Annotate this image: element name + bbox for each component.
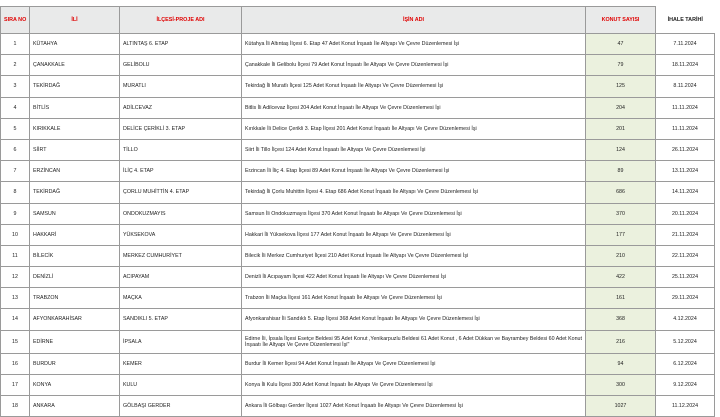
cell-count: 79 xyxy=(586,55,656,76)
table-row xyxy=(1,288,715,309)
cell-count: 204 xyxy=(586,97,656,118)
table-row xyxy=(1,97,715,118)
table-row xyxy=(1,161,715,182)
cell-work: Burdur İli Kemer İlçesi 94 Adet Konut İnşaatı İle Altyapı Ve Çevre Düzenlemesi İşi xyxy=(242,353,586,374)
cell-province: KIRIKKALE xyxy=(30,118,120,139)
cell-count: 368 xyxy=(586,309,656,330)
cell-district: SANDIKLI 5. ETAP xyxy=(120,309,242,330)
table-row xyxy=(1,118,715,139)
table-row xyxy=(1,34,715,55)
cell-date: 22.11.2024 xyxy=(656,245,715,266)
cell-no: 16 xyxy=(1,353,30,374)
cell-count: 201 xyxy=(586,118,656,139)
cell-province: HAKKARİ xyxy=(30,224,120,245)
cell-no: 15 xyxy=(1,330,30,353)
cell-date: 14.11.2024 xyxy=(656,182,715,203)
cell-district: İPSALA xyxy=(120,330,242,353)
header-district: İLÇESİ-PROJE ADI xyxy=(120,7,242,34)
cell-count: 124 xyxy=(586,139,656,160)
cell-date: 18.11.2024 xyxy=(656,55,715,76)
header-province: İLİ xyxy=(30,7,120,34)
cell-work: Afyonkarahisar İli Sandıklı 5. Etap İlçesi 368 Adet Konut İnşaatı İle Altyapı Ve Çevre Düzenlemesi İşi xyxy=(242,309,586,330)
cell-count: 300 xyxy=(586,374,656,395)
cell-date: 4.12.2024 xyxy=(656,309,715,330)
cell-district: İLİÇ 4. ETAP xyxy=(120,161,242,182)
cell-count: 47 xyxy=(586,34,656,55)
cell-no: 6 xyxy=(1,139,30,160)
cell-work: Kütahya İli Altıntaş İlçesi 6. Etap 47 Adet Konut İnşaatı İle Altyapı Ve Çevre Düzenlemesi İşi xyxy=(242,34,586,55)
cell-province: EDİRNE xyxy=(30,330,120,353)
cell-district: MAÇKA xyxy=(120,288,242,309)
cell-province: BURDUR xyxy=(30,353,120,374)
cell-district: YÜKSEKOVA xyxy=(120,224,242,245)
cell-work: Trabzon İli Maçka İlçesi 161 Adet Konut İnşaatı İle Altyapı Ve Çevre Düzenlemesi İşi xyxy=(242,288,586,309)
cell-province: ANKARA xyxy=(30,396,120,417)
cell-work: Tekirdağ İli Çorlu Muhittin İlçesi 4. Etap 686 Adet Konut İnşaatı İle Altyapı Ve Çevre Düzenlemesi İşi xyxy=(242,182,586,203)
cell-date: 11.12.2024 xyxy=(656,396,715,417)
cell-no: 10 xyxy=(1,224,30,245)
cell-date: 9.12.2024 xyxy=(656,374,715,395)
cell-date: 21.11.2024 xyxy=(656,224,715,245)
cell-province: DENİZLİ xyxy=(30,267,120,288)
cell-date: 25.11.2024 xyxy=(656,267,715,288)
cell-province: SAMSUN xyxy=(30,203,120,224)
cell-province: TRABZON xyxy=(30,288,120,309)
cell-work: Edirne İli, İpsala İlçesi Esetçe Beldesi 95 Adet Konut ,Yenikarpuzlu Beldesi 61 Adet Konut , 6 Adet Dükkan ve Bayrambey Beldesi 60 Adet Konut İnşaatı İle Altyapı Ve Çevre Düzenlemesi İşi" xyxy=(242,330,586,353)
cell-date: 26.11.2024 xyxy=(656,139,715,160)
cell-no: 17 xyxy=(1,374,30,395)
cell-date: 11.11.2024 xyxy=(656,118,715,139)
cell-district: ÇORLU MUHİTTİN 4. ETAP xyxy=(120,182,242,203)
cell-count: 94 xyxy=(586,353,656,374)
table-row xyxy=(1,55,715,76)
cell-work: Bitlis İli Adilcevaz İlçesi 204 Adet Konut İnşaatı İle Altyapı Ve Çevre Düzenlemesi İşi xyxy=(242,97,586,118)
cell-date: 8.11.2024 xyxy=(656,76,715,97)
table-row xyxy=(1,353,715,374)
tender-table xyxy=(0,6,715,417)
cell-no: 3 xyxy=(1,76,30,97)
cell-province: KÜTAHYA xyxy=(30,34,120,55)
cell-district: KEMER xyxy=(120,353,242,374)
cell-work: Ankara İli Gölbaşı Gerder İlçesi 1027 Adet Konut İnşaatı İle Altyapı Ve Çevre Düzenlemesi İşi xyxy=(242,396,586,417)
cell-province: SİİRT xyxy=(30,139,120,160)
cell-province: TEKİRDAĞ xyxy=(30,182,120,203)
header-count: KONUT SAYISI xyxy=(586,7,656,34)
table-row xyxy=(1,182,715,203)
cell-district: GÖLBAŞI GERDER xyxy=(120,396,242,417)
cell-count: 125 xyxy=(586,76,656,97)
cell-work: Çanakkale İli Gelibolu İlçesi 79 Adet Konut İnşaatı İle Altyapı Ve Çevre Düzenlemesi İşi xyxy=(242,55,586,76)
cell-district: ALTINTAŞ 6. ETAP xyxy=(120,34,242,55)
cell-count: 89 xyxy=(586,161,656,182)
cell-work: Samsun İli Ondokuzmayıs İlçesi 370 Adet Konut İnşaatı İle Altyapı Ve Çevre Düzenlemesi İşi xyxy=(242,203,586,224)
table-row xyxy=(1,374,715,395)
cell-work: Erzincan İli İliç 4. Etap İlçesi 89 Adet Konut İnşaatı İle Altyapı Ve Çevre Düzenlemesi İşi xyxy=(242,161,586,182)
cell-count: 216 xyxy=(586,330,656,353)
cell-work: Siirt İli Tillo İlçesi 124 Adet Konut İnşaatı İle Altyapı Ve Çevre Düzenlemesi İşi xyxy=(242,139,586,160)
table-header-row xyxy=(1,7,715,34)
cell-district: GELİBOLU xyxy=(120,55,242,76)
cell-date: 20.11.2024 xyxy=(656,203,715,224)
cell-no: 5 xyxy=(1,118,30,139)
cell-district: MERKEZ CUMHURİYET xyxy=(120,245,242,266)
table-row xyxy=(1,224,715,245)
cell-work: Konya İli Kulu İlçesi 300 Adet Konut İnşaatı İle Altyapı Ve Çevre Düzenlemesi İşi xyxy=(242,374,586,395)
cell-work: Tekirdağ İli Muratlı İlçesi 125 Adet Konut İnşaatı İle Altyapı Ve Çevre Düzenlemesi İşi xyxy=(242,76,586,97)
cell-count: 1027 xyxy=(586,396,656,417)
cell-count: 210 xyxy=(586,245,656,266)
header-date: İHALE TARİHİ xyxy=(656,7,715,34)
header-no: SIRA NO xyxy=(1,7,30,34)
cell-district: ADİLCEVAZ xyxy=(120,97,242,118)
cell-count: 370 xyxy=(586,203,656,224)
cell-date: 6.12.2024 xyxy=(656,353,715,374)
cell-province: ERZİNCAN xyxy=(30,161,120,182)
cell-province: TEKİRDAĞ xyxy=(30,76,120,97)
cell-work: Bilecik İli Merkez Cumhuriyet İlçesi 210 Adet Konut İnşaatı İle Altyapı Ve Çevre Düzenlemesi İşi xyxy=(242,245,586,266)
cell-date: 7.11.2024 xyxy=(656,34,715,55)
cell-province: BİLECİK xyxy=(30,245,120,266)
cell-province: ÇANAKKALE xyxy=(30,55,120,76)
cell-date: 29.11.2024 xyxy=(656,288,715,309)
cell-no: 4 xyxy=(1,97,30,118)
cell-district: ONDOKUZMAYIS xyxy=(120,203,242,224)
cell-work: Denizli İli Acıpayam İlçesi 422 Adet Konut İnşaatı İle Altyapı Ve Çevre Düzenlemesi İşi xyxy=(242,267,586,288)
cell-no: 2 xyxy=(1,55,30,76)
cell-no: 7 xyxy=(1,161,30,182)
cell-no: 14 xyxy=(1,309,30,330)
table-row xyxy=(1,203,715,224)
cell-no: 8 xyxy=(1,182,30,203)
cell-count: 161 xyxy=(586,288,656,309)
cell-district: TİLLO xyxy=(120,139,242,160)
table-body xyxy=(1,34,715,417)
cell-no: 1 xyxy=(1,34,30,55)
cell-district: MURATLI xyxy=(120,76,242,97)
table-row xyxy=(1,267,715,288)
header-work: İŞİN ADI xyxy=(242,7,586,34)
table-row xyxy=(1,309,715,330)
table-row xyxy=(1,245,715,266)
cell-count: 686 xyxy=(586,182,656,203)
cell-no: 9 xyxy=(1,203,30,224)
cell-district: ACIPAYAM xyxy=(120,267,242,288)
cell-province: AFYONKARAHİSAR xyxy=(30,309,120,330)
cell-province: BİTLİS xyxy=(30,97,120,118)
cell-no: 18 xyxy=(1,396,30,417)
cell-district: KULU xyxy=(120,374,242,395)
table-row xyxy=(1,330,715,353)
cell-count: 422 xyxy=(586,267,656,288)
cell-count: 177 xyxy=(586,224,656,245)
cell-no: 13 xyxy=(1,288,30,309)
cell-work: Hakkari İli Yüksekova İlçesi 177 Adet Konut İnşaatı İle Altyapı Ve Çevre Düzenlemesi İşi xyxy=(242,224,586,245)
cell-date: 13.11.2024 xyxy=(656,161,715,182)
cell-no: 12 xyxy=(1,267,30,288)
table-row xyxy=(1,76,715,97)
table-row xyxy=(1,396,715,417)
cell-work: Kırıkkale İli Delice Çerikli 3. Etap İlçesi 201 Adet Konut İnşaatı İle Altyapı Ve Çevre Düzenlemesi İşi xyxy=(242,118,586,139)
cell-date: 11.11.2024 xyxy=(656,97,715,118)
table-row xyxy=(1,139,715,160)
cell-province: KONYA xyxy=(30,374,120,395)
cell-date: 5.12.2024 xyxy=(656,330,715,353)
cell-district: DELİCE ÇERİKLİ 3. ETAP xyxy=(120,118,242,139)
cell-no: 11 xyxy=(1,245,30,266)
